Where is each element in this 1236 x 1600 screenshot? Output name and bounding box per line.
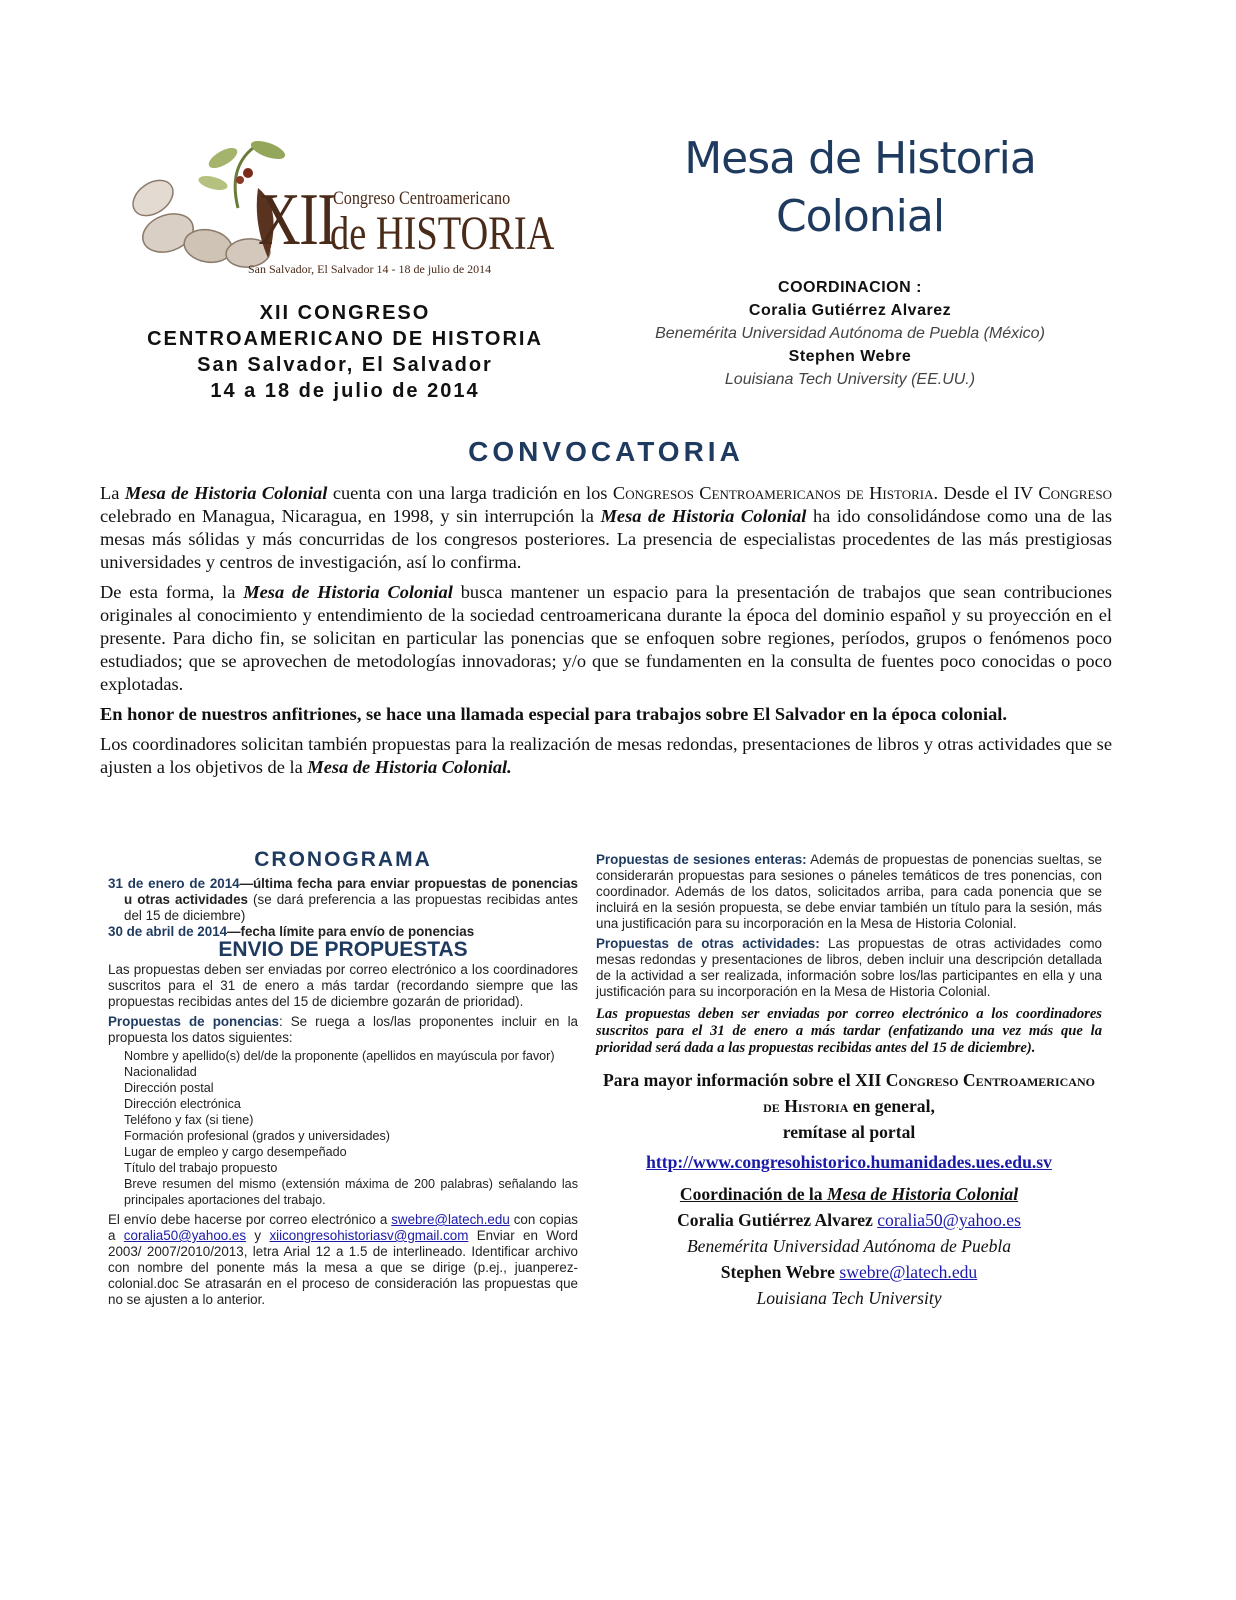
p1-text: La xyxy=(100,483,125,503)
coord-text: Coordinación de la xyxy=(679,1184,827,1204)
envio-text: Enviar en Word 2003/ 2007/2010/2013, letra Arial 12 a 1.5 de interlineado. Identificar archivo con nombre del ponente más la mesa a que se dirige (p.ej., juanperez-colonial.doc Se atrasarán en el proceso de consideración las propuestas que no se ajusten a lo anterior. xyxy=(108,1228,579,1307)
cronograma-item1-rest: (se dará preferencia a las propuestas recibidas antes del 15 de diciembre) xyxy=(124,892,578,923)
coordinator-2-name: Stephen Webre xyxy=(788,348,912,365)
title-line2: Colonial xyxy=(775,191,945,242)
cronograma-date-1: 31 de enero de 2014 xyxy=(108,876,240,891)
paragraph-3 xyxy=(100,703,1112,726)
email-link-congreso[interactable]: xiicongresohistoriasv@gmail.com xyxy=(269,1228,469,1243)
p1-congreso: Congreso xyxy=(1038,483,1113,503)
sesiones-text: Además de propuestas de ponencias sueltas, se considerarán propuestas para sesiones o páneles temáticos de tres ponencias, con coordinador. Además de los datos, solicitados arriba, para cada ponencia que se incluirá en la sesión propuesta, se debe enviar también un título para la sesión, más una justificación para su incorporación en la Mesa de Historia Colonial. xyxy=(596,852,1102,931)
envio-intro: Las propuestas deben ser enviadas por correo electrónico a los coordinadores suscritos para el 31 de enero a más tardar (recordando siempre que las propuestas recibidas antes del 15 de diciembre gozarán de prioridad). xyxy=(108,962,578,1009)
p1-mesa: Mesa de Historia Colonial xyxy=(600,506,807,526)
sesiones-block xyxy=(596,852,1102,932)
list-item: Dirección electrónica xyxy=(124,1097,241,1111)
congress-line2: CENTROAMERICANO DE HISTORIA xyxy=(147,328,543,350)
email-link-swebre-right[interactable]: swebre@latech.edu xyxy=(839,1262,978,1282)
coordinator-1 xyxy=(596,1207,1102,1233)
ponencias-label: Propuestas de ponencias xyxy=(108,1014,279,1029)
email-link-coralia[interactable]: coralia50@yahoo.es xyxy=(123,1228,247,1243)
list-item: Formación profesional (grados y universidades) xyxy=(124,1129,390,1143)
coord-mesa: Mesa de Historia Colonial xyxy=(827,1184,1019,1204)
page-title xyxy=(620,130,1100,246)
otras-label: Propuestas de otras actividades: xyxy=(596,936,820,951)
list-item: Nacionalidad xyxy=(124,1065,197,1079)
list-item: Dirección postal xyxy=(124,1081,214,1095)
coordinator-2-institution: Louisiana Tech University (EE.UU.) xyxy=(724,371,976,388)
p2-text: De esta forma, la xyxy=(100,582,244,602)
p3-text: En honor de nuestros anfitriones, se hace una llamada especial para trabajos sobre El Salvador en la época colonial. xyxy=(100,704,1007,724)
logo-line2: de HISTORIA xyxy=(330,207,555,260)
coordinator-1-inst-right: Benemérita Universidad Autónoma de Puebla xyxy=(686,1236,1012,1256)
list-item: Breve resumen del mismo (extensión máxima de 200 palabras) señalando las principales aportaciones del trabajo. xyxy=(124,1177,578,1207)
envio-text: El envío debe hacerse por correo electrónico a xyxy=(108,1212,392,1227)
list-item: Lugar de empleo y cargo desempeñado xyxy=(124,1145,347,1159)
portal-link-row xyxy=(596,1149,1102,1175)
deadline-emphasis: Las propuestas deben ser enviadas por correo electrónico a los coordinadores suscritos para el 31 de enero a más tardar (enfatizando una vez más que la prioridad será dada a las propuestas recibidas antes del 15 de diciembre). xyxy=(596,1006,1102,1056)
p2-text: busca mantener un espacio para la presentación de trabajos que sean contribuciones originales al conocimiento y entendimiento de la sociedad centroamericana durante la época del dominio español y su proyección en el presente. Para dicho fin, se solicitan en particular las ponencias que se enfoquen sobre regiones, períodos, grupos o fenómenos poco estudiados; que se aprovechen de metodologías innovadoras; y/o que se fundamenten en la consulta de fuentes poco conocidas o poco explotadas. xyxy=(100,582,1112,694)
call-body xyxy=(100,482,1112,786)
coordination-heading xyxy=(596,1181,1102,1207)
coordinator-1-institution: Benemérita Universidad Autónoma de Puebla (México) xyxy=(655,325,1045,342)
logo-place: San Salvador, El Salvador 14 - 18 de julio de 2014 xyxy=(248,262,492,276)
coordination-label: COORDINACION : xyxy=(778,279,922,296)
envio-heading: ENVIO DE PROPUESTAS xyxy=(218,938,468,961)
ponencias-text: : Se ruega a los/las proponentes incluir en la propuesta los datos siguientes: xyxy=(108,1014,578,1045)
p1-text: cuenta con una larga tradición en los xyxy=(327,483,613,503)
left-column xyxy=(108,848,579,1308)
congress-info xyxy=(105,300,585,404)
ponencias-block xyxy=(108,1014,578,1046)
p4-mesa: Mesa de Historia Colonial. xyxy=(307,757,512,777)
coordination-block xyxy=(600,276,1100,391)
paragraph-4 xyxy=(100,733,1112,779)
cronograma-item2-bold: —fecha límite para envío de ponencias xyxy=(227,924,475,939)
info-text: remítase al portal xyxy=(782,1122,916,1142)
congress-line3: San Salvador, El Salvador xyxy=(197,354,493,376)
right-column xyxy=(596,852,1102,1311)
portal-link[interactable]: http://www.congresohistorico.humanidades.ues.edu.sv xyxy=(646,1152,1052,1172)
coordinator-2-inst-right: Louisiana Tech University xyxy=(756,1288,942,1308)
otras-text: Las propuestas de otras actividades como mesas redondas y presentaciones de libros, deben incluir una descripción detallada de la actividad a ser realizada, información sobre los/las participantes en ella y una justificación para su incorporación en la Mesa de Historia Colonial. xyxy=(596,936,1102,999)
congress-logo xyxy=(108,128,578,278)
logo-line1: Congreso Centroamericano xyxy=(333,188,511,209)
coordinator-2-name-right: Stephen Webre xyxy=(720,1262,835,1282)
email-link-swebre[interactable]: swebre@latech.edu xyxy=(391,1212,510,1227)
coordinator-2 xyxy=(596,1259,1102,1285)
list-item: Teléfono y fax (si tiene) xyxy=(124,1113,254,1127)
p4-text: Los coordinadores solicitan también propuestas para la realización de mesas redondas, presentaciones de libros y otras actividades que se ajusten a los objetivos de la xyxy=(100,734,1112,777)
p1-text: . Desde el IV xyxy=(933,483,1039,503)
p1-mesa: Mesa de Historia Colonial xyxy=(124,483,328,503)
envio-instructions xyxy=(108,1212,578,1308)
info-text: en general, xyxy=(848,1096,935,1116)
coordinator-1-name: Coralia Gutiérrez Alvarez xyxy=(748,302,952,319)
p1-text: celebrado en Managua, Nicaragua, en 1998, y sin interrupción la xyxy=(100,506,601,526)
section-heading-convocatoria: CONVOCATORIA xyxy=(468,436,744,467)
email-link-coralia-right[interactable]: coralia50@yahoo.es xyxy=(877,1210,1021,1230)
title-line1: Mesa de Historia xyxy=(684,133,1036,184)
envio-text: y xyxy=(246,1228,270,1243)
cronograma-item-1 xyxy=(108,876,578,924)
envio-text: con copias a xyxy=(108,1212,578,1243)
more-info xyxy=(596,1067,1102,1145)
sesiones-label: Propuestas de sesiones enteras: xyxy=(596,852,807,867)
info-congress: Congreso Centroamericano de Historia xyxy=(763,1070,1095,1116)
paragraph-2 xyxy=(100,581,1112,696)
congress-line4: 14 a 18 de julio de 2014 xyxy=(210,380,480,402)
info-text: Para mayor información sobre el XII xyxy=(603,1070,886,1090)
otras-block xyxy=(596,936,1102,1000)
list-item: Título del trabajo propuesto xyxy=(124,1161,278,1175)
cronograma-date-2: 30 de abril de 2014 xyxy=(108,924,228,939)
p1-text: ha ido consolidándose como una de las mesas más sólidas y más concurridas de los congresos posteriores. La presencia de especialistas procedentes de las más prestigiosas universidades y centros de investigación, así lo confirma. xyxy=(100,506,1112,572)
logo-numeral: XII xyxy=(258,179,336,261)
list-item: Nombre y apellido(s) del/de la proponente (apellidos en mayúscula por favor) xyxy=(124,1049,555,1063)
paragraph-1 xyxy=(100,482,1112,574)
congress-line1: XII CONGRESO xyxy=(259,302,431,324)
coordinator-1-name-right: Coralia Gutiérrez Alvarez xyxy=(677,1210,873,1230)
cronograma-item1-bold: —última fecha para enviar propuestas de ponencias u otras actividades xyxy=(124,876,578,907)
required-data-list xyxy=(124,1048,578,1208)
cronograma-heading: CRONOGRAMA xyxy=(254,848,432,871)
p2-mesa: Mesa de Historia Colonial xyxy=(243,582,453,602)
p1-congresos: Congresos Centroamericanos de Historia xyxy=(612,483,934,503)
